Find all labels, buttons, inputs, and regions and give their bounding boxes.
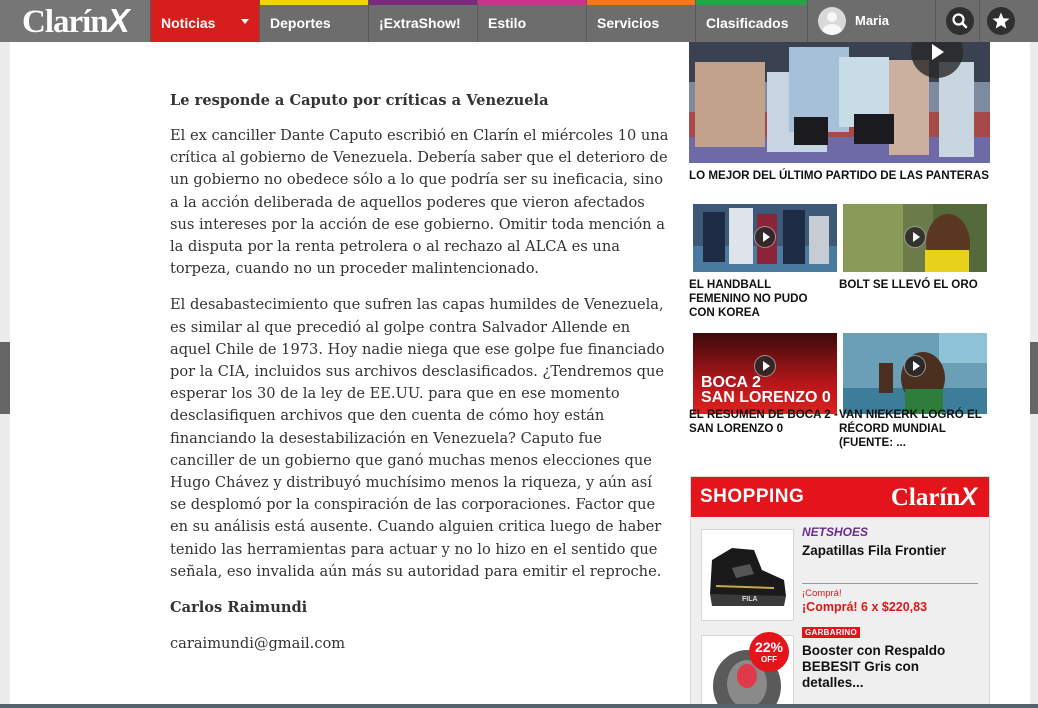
buy-price-link[interactable]: ¡Comprá! 6 x $220,83 bbox=[802, 600, 928, 614]
tab-label: Noticias bbox=[161, 15, 216, 31]
user-avatar-icon bbox=[818, 7, 846, 35]
tab-noticias[interactable] bbox=[150, 0, 259, 42]
logo-mark: X bbox=[107, 2, 129, 39]
shopping-box bbox=[690, 476, 990, 708]
page-content bbox=[10, 42, 1030, 704]
article-paragraph: El desabastecimiento que sufren las capas humildes de Venezuela, es similar al que precedió al golpe contra Salvador Allende en aquel Chile de 1973. Hoy nadie niega que ese golpe fue financiado por la CIA, incluidos sus archivos desclasificados. ¿Tendremos que esperar los 30 de la ley de EE.UU. para que en ese momento desclasifiquen archivos que den cuenta de cómo hoy están financiando la desestabilización en Venezuela? Caputo fue canciller de un gobierno que ganó muchas menos elecciones que Hugo Chávez y distribuyó muchísimo menos la riqueza, y aún así se desplomó por la conspiración de las corporaciones. Factor que en su análisis está ausente. Cuando alguien critica luego de haber tenido las herramientas para actuar y no lo hizo en el sentido que señala, eso invalida aún más su autoridad para emitir el reproche. bbox=[170, 296, 665, 580]
logo-text: Clarín bbox=[22, 4, 108, 40]
play-icon bbox=[754, 355, 776, 377]
clarin-logo[interactable]: ClarínX bbox=[890, 483, 977, 511]
tab-color-stripe bbox=[696, 0, 807, 5]
star-icon bbox=[987, 7, 1015, 35]
tab-color-stripe bbox=[478, 0, 586, 5]
search-button[interactable] bbox=[946, 7, 974, 35]
tab-label: Clasificados bbox=[706, 15, 789, 31]
video-thumbnail[interactable] bbox=[693, 333, 837, 414]
article-email[interactable]: caraimundi@gmail.com bbox=[170, 635, 346, 653]
divider bbox=[935, 0, 936, 42]
divider bbox=[802, 583, 978, 584]
next-article-arrow[interactable] bbox=[1030, 342, 1038, 414]
shopping-title: SHOPPING bbox=[700, 486, 805, 507]
tab-servicios[interactable] bbox=[586, 0, 695, 42]
shopping-header bbox=[691, 477, 989, 517]
svg-text:FILA: FILA bbox=[742, 596, 758, 603]
chevron-down-icon bbox=[241, 19, 249, 24]
play-icon bbox=[904, 226, 926, 248]
video-thumbnail[interactable] bbox=[843, 333, 987, 414]
tab-clasificados[interactable] bbox=[695, 0, 807, 42]
tab-color-stripe bbox=[151, 0, 259, 5]
article-paragraph: El ex canciller Dante Caputo escribió en Clarín el miércoles 10 una crítica al gobierno de Venezuela. Debería saber que el deterioro de un gobierno no obedece sólo a lo que podría ser su ineficacia, sino a la acción deliberada de aquellos poderes que vieron afectados sus intereses por la acción de ese gobierno. Omitir toda mención a la disputa por la renta petrolera o al rechazo al ALCA es una torpeza, cuando no un proceder malintencionado. bbox=[170, 127, 669, 278]
user-name: Maria bbox=[855, 13, 889, 28]
tab-color-stripe bbox=[369, 0, 477, 5]
article-title: Le responde a Caputo por críticas a Venezuela bbox=[170, 92, 549, 109]
bottom-bar bbox=[0, 704, 1038, 708]
tab-extrashow[interactable] bbox=[368, 0, 477, 42]
thumbnail-headline: BOCA 2 SAN LORENZO 0 bbox=[701, 374, 831, 406]
product-card[interactable] bbox=[701, 525, 981, 623]
buy-link-small[interactable]: ¡Comprá! bbox=[802, 588, 842, 599]
product-name[interactable]: Booster con Respaldo BEBESIT Gris con detalles... bbox=[802, 643, 946, 690]
tab-label: Servicios bbox=[597, 15, 660, 31]
video-thumbnail[interactable] bbox=[693, 204, 837, 272]
user-menu[interactable] bbox=[807, 0, 935, 42]
featured-video-caption[interactable]: LO MEJOR DEL ÚLTIMO PARTIDO DE LAS PANTERAS bbox=[689, 169, 989, 182]
video-caption[interactable]: EL RESUMEN DE BOCA 2 - SAN LORENZO 0 bbox=[689, 408, 838, 435]
shoe-image bbox=[702, 530, 793, 620]
store-brand-netshoes: NETSHOES bbox=[802, 525, 869, 539]
tab-estilo[interactable] bbox=[477, 0, 586, 42]
favorites-button[interactable] bbox=[987, 7, 1015, 35]
tab-color-stripe bbox=[260, 0, 368, 5]
tab-color-stripe bbox=[587, 0, 695, 5]
divider bbox=[979, 0, 980, 42]
previous-article-arrow[interactable] bbox=[0, 342, 10, 414]
tab-label: Estilo bbox=[488, 15, 527, 31]
featured-video-thumbnail[interactable] bbox=[689, 42, 990, 163]
article bbox=[170, 90, 670, 655]
video-caption[interactable]: VAN NIEKERK LOGRÓ EL RÉCORD MUNDIAL (FUENTE: ... bbox=[839, 408, 982, 449]
article-author: Carlos Raimundi bbox=[170, 599, 308, 617]
play-icon bbox=[904, 355, 926, 377]
discount-badge: 22% OFF bbox=[749, 632, 789, 672]
product-card[interactable] bbox=[701, 628, 981, 708]
top-navigation bbox=[0, 0, 1038, 42]
play-icon bbox=[754, 226, 776, 248]
video-caption[interactable]: BOLT SE LLEVÓ EL ORO bbox=[839, 278, 978, 291]
clarin-logo[interactable] bbox=[0, 0, 150, 42]
video-thumbnail[interactable] bbox=[843, 204, 987, 272]
tab-label: Deportes bbox=[270, 15, 331, 31]
tab-deportes[interactable] bbox=[259, 0, 368, 42]
product-image[interactable] bbox=[701, 635, 794, 708]
store-brand-garbarino: GARBARINO bbox=[802, 627, 860, 638]
video-caption[interactable]: EL HANDBALL FEMENINO NO PUDO CON KOREA bbox=[689, 278, 808, 319]
product-name[interactable]: Zapatillas Fila Frontier bbox=[802, 543, 947, 558]
product-image[interactable] bbox=[701, 529, 794, 621]
tab-label: ¡ExtraShow! bbox=[379, 15, 461, 31]
search-icon bbox=[946, 7, 974, 35]
